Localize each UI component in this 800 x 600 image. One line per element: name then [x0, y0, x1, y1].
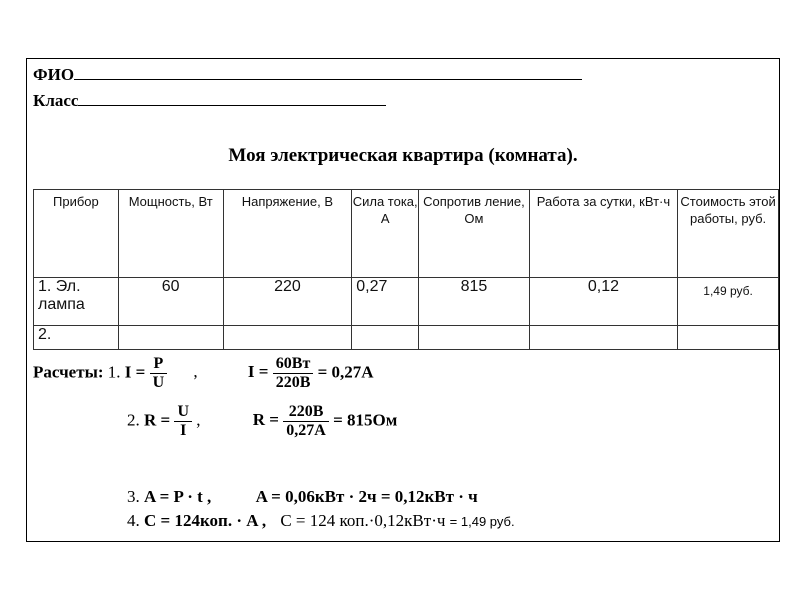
table-cell — [223, 326, 352, 350]
fraction: $\frac{P}{U}$ — [150, 355, 168, 392]
step-number: 3. — [127, 487, 140, 506]
fraction: $\frac{U}{I}$ — [174, 403, 192, 440]
table-cell: 1,49 руб. — [678, 278, 779, 326]
calc-step-1 — [33, 355, 374, 392]
calc-lhs: R = — [252, 410, 279, 430]
separator: , — [196, 410, 201, 430]
table-cell — [118, 326, 223, 350]
calc-step-2 — [127, 403, 397, 440]
calc-step-3 — [127, 487, 478, 507]
worksheet — [26, 58, 780, 542]
step-number: 4. — [127, 511, 140, 530]
col-header: Сила тока, А — [352, 190, 419, 278]
table-cell — [352, 326, 419, 350]
table-cell: 1. Эл. лампа — [34, 278, 119, 326]
table-cell — [419, 326, 530, 350]
table-cell — [529, 326, 677, 350]
col-header: Работа за сутки, кВт·ч — [529, 190, 677, 278]
calc-result-text: C = 124 коп.·0,12кВт·ч — [280, 511, 446, 530]
col-header: Мощность, Вт — [118, 190, 223, 278]
fio-label: ФИО — [33, 65, 75, 84]
step-number: 2. — [127, 410, 140, 430]
table-cell: 815 — [419, 278, 530, 326]
formula-lhs: R = — [144, 410, 171, 430]
calc-result: = 0,27А — [317, 362, 374, 382]
step-number: 1. — [107, 362, 121, 382]
table-cell: 60 — [118, 278, 223, 326]
table-cell: 0,12 — [529, 278, 677, 326]
table-row — [34, 326, 779, 350]
calc-result-value: = 1,49 руб. — [449, 514, 515, 529]
table-cell — [678, 326, 779, 350]
fio-input-line[interactable] — [74, 65, 582, 80]
formula: A = P · t , — [144, 487, 212, 506]
col-header: Стоимость этой работы, руб. — [678, 190, 779, 278]
table-cell: 220 — [223, 278, 352, 326]
calc-label: Расчеты: — [33, 362, 104, 382]
class-row — [33, 91, 386, 111]
fraction: $\frac{60Вт}{220В}$ — [273, 355, 314, 392]
class-input-line[interactable] — [78, 91, 386, 106]
separator: , — [193, 362, 198, 382]
data-table — [33, 189, 779, 350]
calc-result: = 815Ом — [333, 410, 398, 430]
col-header: Сопротив ление, Ом — [419, 190, 530, 278]
col-header: Прибор — [34, 190, 119, 278]
formula-lhs: I = — [124, 362, 146, 382]
calc-step-4 — [127, 511, 515, 531]
table-cell: 2. — [34, 326, 119, 350]
table-cell: 0,27 — [352, 278, 419, 326]
table-header-row — [34, 190, 779, 278]
col-header: Напряжение, В — [223, 190, 352, 278]
fio-row — [33, 65, 582, 85]
page-title: Моя электрическая квартира (комната). — [228, 145, 578, 166]
calc-lhs: I = — [247, 362, 269, 382]
formula: C = 124коп. · A , — [144, 511, 267, 530]
class-label: Класс — [33, 91, 79, 110]
calc-result: A = 0,06кВт · 2ч = 0,12кВт · ч — [255, 487, 478, 506]
table-row — [34, 278, 779, 326]
fraction: $\frac{220В}{0,27А}$ — [283, 403, 329, 440]
